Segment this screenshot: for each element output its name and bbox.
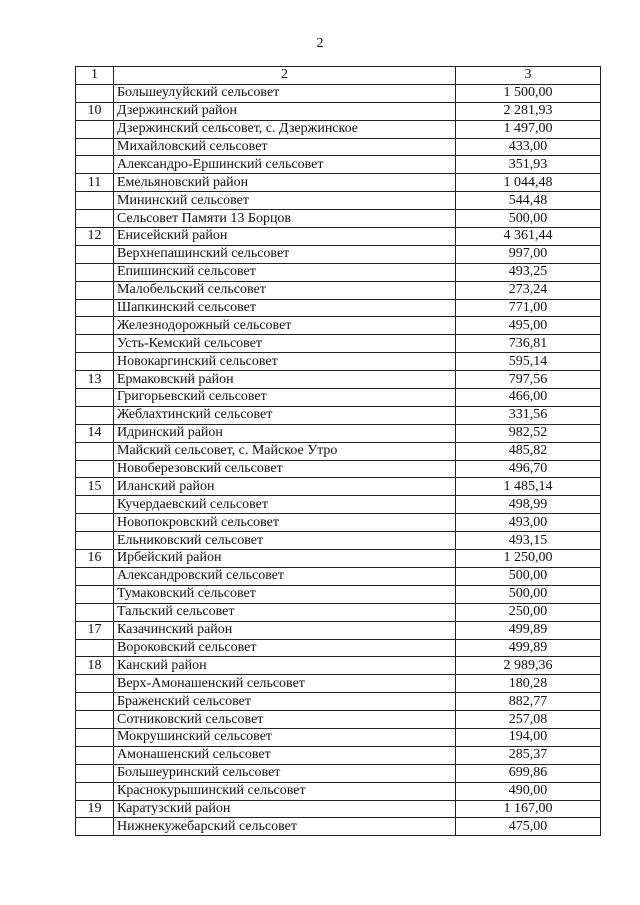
row-number-cell: 19 bbox=[76, 800, 114, 818]
row-number-cell: 10 bbox=[76, 102, 114, 120]
row-number-cell bbox=[76, 496, 114, 514]
row-number-cell bbox=[76, 245, 114, 263]
row-name-cell: Енисейский район bbox=[114, 228, 456, 246]
row-name-cell: Вороковский сельсовет bbox=[114, 639, 456, 657]
row-number-cell bbox=[76, 84, 114, 102]
row-amount-cell: 498,99 bbox=[456, 496, 601, 514]
row-amount-cell: 273,24 bbox=[456, 281, 601, 299]
row-amount-cell: 495,00 bbox=[456, 317, 601, 335]
row-amount-cell: 797,56 bbox=[456, 371, 601, 389]
row-amount-cell: 194,00 bbox=[456, 728, 601, 746]
table-row bbox=[76, 460, 601, 478]
table-row bbox=[76, 281, 601, 299]
row-name-cell: Сельсовет Памяти 13 Борцов bbox=[114, 210, 456, 228]
row-amount-cell: 2 281,93 bbox=[456, 102, 601, 120]
row-number-cell: 18 bbox=[76, 657, 114, 675]
header-cell-amount: 3 bbox=[456, 67, 601, 85]
row-amount-cell: 4 361,44 bbox=[456, 228, 601, 246]
row-name-cell: Дзержинский сельсовет, с. Дзержинское bbox=[114, 120, 456, 138]
table-row bbox=[76, 621, 601, 639]
row-number-cell bbox=[76, 210, 114, 228]
table-row bbox=[76, 156, 601, 174]
row-amount-cell: 736,81 bbox=[456, 335, 601, 353]
row-name-cell: Железнодорожный сельсовет bbox=[114, 317, 456, 335]
row-name-cell: Новоберезовский сельсовет bbox=[114, 460, 456, 478]
row-number-cell: 11 bbox=[76, 174, 114, 192]
table-row bbox=[76, 228, 601, 246]
row-name-cell: Новокаргинский сельсовет bbox=[114, 353, 456, 371]
row-amount-cell: 544,48 bbox=[456, 192, 601, 210]
row-name-cell: Канский район bbox=[114, 657, 456, 675]
table-row bbox=[76, 567, 601, 585]
row-number-cell bbox=[76, 353, 114, 371]
row-amount-cell: 466,00 bbox=[456, 389, 601, 407]
row-name-cell: Верхнепашинский сельсовет bbox=[114, 245, 456, 263]
table-row bbox=[76, 585, 601, 603]
row-name-cell: Верх-Амонашенский сельсовет bbox=[114, 675, 456, 693]
row-number-cell bbox=[76, 299, 114, 317]
row-number-cell bbox=[76, 567, 114, 585]
row-name-cell: Мокрушинский сельсовет bbox=[114, 728, 456, 746]
header-cell-number: 1 bbox=[76, 67, 114, 85]
table-row bbox=[76, 693, 601, 711]
table-row bbox=[76, 782, 601, 800]
row-number-cell bbox=[76, 192, 114, 210]
row-number-cell bbox=[76, 585, 114, 603]
table-row bbox=[76, 120, 601, 138]
row-amount-cell: 500,00 bbox=[456, 567, 601, 585]
row-number-cell bbox=[76, 639, 114, 657]
row-number-cell bbox=[76, 263, 114, 281]
row-name-cell: Идринский район bbox=[114, 424, 456, 442]
table-row bbox=[76, 317, 601, 335]
row-name-cell: Краснокурышинский сельсовет bbox=[114, 782, 456, 800]
row-name-cell: Мининский сельсовет bbox=[114, 192, 456, 210]
table-row bbox=[76, 245, 601, 263]
row-amount-cell: 180,28 bbox=[456, 675, 601, 693]
row-amount-cell: 485,82 bbox=[456, 442, 601, 460]
row-number-cell: 15 bbox=[76, 478, 114, 496]
row-name-cell: Усть-Кемский сельсовет bbox=[114, 335, 456, 353]
table-row bbox=[76, 371, 601, 389]
row-amount-cell: 433,00 bbox=[456, 138, 601, 156]
row-amount-cell: 1 497,00 bbox=[456, 120, 601, 138]
table-row bbox=[76, 550, 601, 568]
table-row bbox=[76, 532, 601, 550]
row-name-cell: Александровский сельсовет bbox=[114, 567, 456, 585]
table-row bbox=[76, 800, 601, 818]
table-row bbox=[76, 639, 601, 657]
row-number-cell bbox=[76, 317, 114, 335]
row-number-cell bbox=[76, 281, 114, 299]
row-number-cell bbox=[76, 442, 114, 460]
row-amount-cell: 771,00 bbox=[456, 299, 601, 317]
table-row bbox=[76, 353, 601, 371]
row-number-cell: 12 bbox=[76, 228, 114, 246]
row-amount-cell: 493,15 bbox=[456, 532, 601, 550]
row-amount-cell: 997,00 bbox=[456, 245, 601, 263]
row-number-cell bbox=[76, 156, 114, 174]
row-amount-cell: 500,00 bbox=[456, 210, 601, 228]
row-amount-cell: 500,00 bbox=[456, 585, 601, 603]
row-amount-cell: 493,00 bbox=[456, 514, 601, 532]
row-name-cell: Ермаковский район bbox=[114, 371, 456, 389]
row-name-cell: Ельниковский сельсовет bbox=[114, 532, 456, 550]
row-number-cell: 13 bbox=[76, 371, 114, 389]
row-number-cell bbox=[76, 138, 114, 156]
row-amount-cell: 475,00 bbox=[456, 818, 601, 836]
table-row bbox=[76, 299, 601, 317]
row-name-cell: Тальский сельсовет bbox=[114, 603, 456, 621]
row-number-cell bbox=[76, 460, 114, 478]
row-name-cell: Большеуринский сельсовет bbox=[114, 764, 456, 782]
row-name-cell: Жеблахтинский сельсовет bbox=[114, 406, 456, 424]
row-number-cell bbox=[76, 764, 114, 782]
row-amount-cell: 1 250,00 bbox=[456, 550, 601, 568]
row-amount-cell: 285,37 bbox=[456, 746, 601, 764]
row-amount-cell: 499,89 bbox=[456, 621, 601, 639]
row-name-cell: Каратузский район bbox=[114, 800, 456, 818]
allocation-table bbox=[75, 66, 601, 836]
row-number-cell bbox=[76, 675, 114, 693]
page-number: 2 bbox=[316, 36, 324, 51]
row-amount-cell: 493,25 bbox=[456, 263, 601, 281]
row-number-cell bbox=[76, 782, 114, 800]
table-row bbox=[76, 102, 601, 120]
row-number-cell bbox=[76, 532, 114, 550]
row-amount-cell: 1 500,00 bbox=[456, 84, 601, 102]
row-number-cell bbox=[76, 406, 114, 424]
row-number-cell bbox=[76, 335, 114, 353]
row-name-cell: Тумаковский сельсовет bbox=[114, 585, 456, 603]
row-amount-cell: 351,93 bbox=[456, 156, 601, 174]
row-number-cell bbox=[76, 603, 114, 621]
table-row bbox=[76, 406, 601, 424]
row-name-cell: Емельяновский район bbox=[114, 174, 456, 192]
row-number-cell bbox=[76, 514, 114, 532]
row-name-cell: Михайловский сельсовет bbox=[114, 138, 456, 156]
table-row bbox=[76, 335, 601, 353]
table-row bbox=[76, 424, 601, 442]
table-row bbox=[76, 496, 601, 514]
row-number-cell bbox=[76, 746, 114, 764]
row-name-cell: Иланский район bbox=[114, 478, 456, 496]
row-name-cell: Кучердаевский сельсовет bbox=[114, 496, 456, 514]
row-number-cell: 14 bbox=[76, 424, 114, 442]
row-name-cell: Сотниковский сельсовет bbox=[114, 711, 456, 729]
row-name-cell: Браженский сельсовет bbox=[114, 693, 456, 711]
table-header-row bbox=[76, 67, 601, 85]
row-amount-cell: 595,14 bbox=[456, 353, 601, 371]
table-body bbox=[76, 67, 601, 836]
row-name-cell: Александро-Ершинский сельсовет bbox=[114, 156, 456, 174]
row-amount-cell: 982,52 bbox=[456, 424, 601, 442]
row-amount-cell: 257,08 bbox=[456, 711, 601, 729]
row-name-cell: Амонашенский сельсовет bbox=[114, 746, 456, 764]
row-number-cell bbox=[76, 120, 114, 138]
table-row bbox=[76, 514, 601, 532]
table-row bbox=[76, 138, 601, 156]
table-row bbox=[76, 389, 601, 407]
row-number-cell: 16 bbox=[76, 550, 114, 568]
table-row bbox=[76, 263, 601, 281]
row-number-cell bbox=[76, 728, 114, 746]
row-amount-cell: 499,89 bbox=[456, 639, 601, 657]
row-name-cell: Новопокровский сельсовет bbox=[114, 514, 456, 532]
row-name-cell: Малобельский сельсовет bbox=[114, 281, 456, 299]
table-row bbox=[76, 728, 601, 746]
row-amount-cell: 882,77 bbox=[456, 693, 601, 711]
row-amount-cell: 250,00 bbox=[456, 603, 601, 621]
row-name-cell: Шапкинский сельсовет bbox=[114, 299, 456, 317]
row-name-cell: Казачинский район bbox=[114, 621, 456, 639]
row-amount-cell: 2 989,36 bbox=[456, 657, 601, 675]
row-amount-cell: 699,86 bbox=[456, 764, 601, 782]
row-number-cell bbox=[76, 389, 114, 407]
table-row bbox=[76, 192, 601, 210]
row-number-cell: 17 bbox=[76, 621, 114, 639]
row-name-cell: Дзержинский район bbox=[114, 102, 456, 120]
row-number-cell bbox=[76, 818, 114, 836]
row-number-cell bbox=[76, 693, 114, 711]
table-row bbox=[76, 210, 601, 228]
row-amount-cell: 1 485,14 bbox=[456, 478, 601, 496]
header-cell-name: 2 bbox=[114, 67, 456, 85]
row-name-cell: Большеулуйский сельсовет bbox=[114, 84, 456, 102]
row-name-cell: Епишинский сельсовет bbox=[114, 263, 456, 281]
row-name-cell: Майский сельсовет, с. Майское Утро bbox=[114, 442, 456, 460]
row-amount-cell: 331,56 bbox=[456, 406, 601, 424]
table-row bbox=[76, 746, 601, 764]
table-row bbox=[76, 442, 601, 460]
table-row bbox=[76, 174, 601, 192]
table-row bbox=[76, 711, 601, 729]
row-amount-cell: 1 044,48 bbox=[456, 174, 601, 192]
table-row bbox=[76, 675, 601, 693]
row-name-cell: Ирбейский район bbox=[114, 550, 456, 568]
table-row bbox=[76, 84, 601, 102]
row-amount-cell: 490,00 bbox=[456, 782, 601, 800]
table-row bbox=[76, 657, 601, 675]
table-row bbox=[76, 603, 601, 621]
table-row bbox=[76, 818, 601, 836]
row-name-cell: Нижнекужебарский сельсовет bbox=[114, 818, 456, 836]
table-row bbox=[76, 478, 601, 496]
row-number-cell bbox=[76, 711, 114, 729]
table-row bbox=[76, 764, 601, 782]
row-amount-cell: 1 167,00 bbox=[456, 800, 601, 818]
row-name-cell: Григорьевский сельсовет bbox=[114, 389, 456, 407]
row-amount-cell: 496,70 bbox=[456, 460, 601, 478]
